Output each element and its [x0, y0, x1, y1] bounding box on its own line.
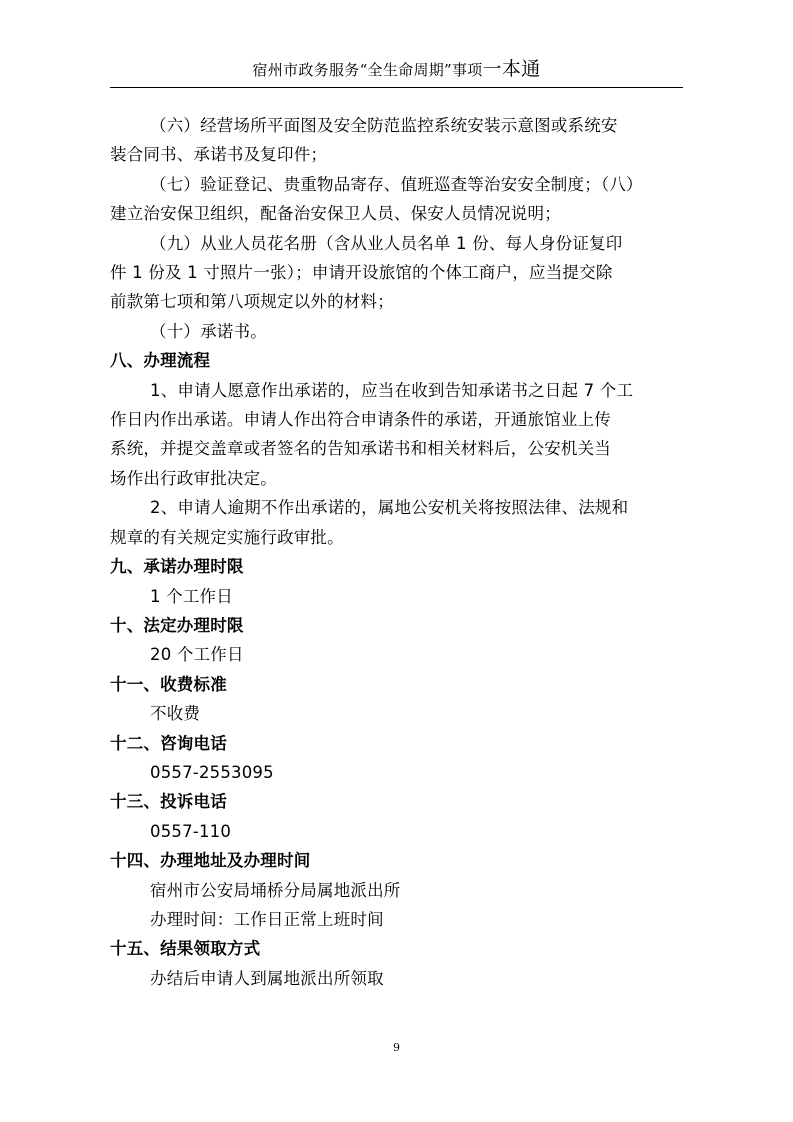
- text-line: 1、申请人愿意作出承诺的，应当在收到告知承诺书之日起 7 个工: [150, 380, 634, 400]
- header-title: 宿州市政务服务“全生命周期”事项: [252, 61, 483, 79]
- section-heading: 十三、投诉电话: [110, 792, 227, 812]
- text-line: 不收费: [150, 704, 201, 724]
- text-line: （九）从业人员花名册（含从业人员名单 1 份、每人身份证复印: [150, 233, 623, 253]
- text-line: 办理时间：工作日正常上班时间: [150, 909, 384, 929]
- text-line: 装合同书、承诺书及复印件；: [110, 145, 328, 165]
- section-heading: 十五、结果领取方式: [110, 939, 261, 959]
- text-line: 件 1 份及 1 寸照片一张）；申请开设旅馆的个体工商户，应当提交除: [110, 263, 613, 283]
- section-heading: 九、承诺办理时限: [110, 557, 244, 577]
- section-heading: 十一、收费标准: [110, 674, 227, 694]
- page-header: [110, 58, 683, 81]
- text-line: 宿州市公安局埇桥分局属地派出所: [150, 880, 401, 900]
- text-line: 0557-110: [150, 821, 232, 841]
- text-line: 办结后申请人到属地派出所领取: [150, 968, 384, 988]
- section-heading: 十二、咨询电话: [110, 733, 227, 753]
- text-line: 前款第七项和第八项规定以外的材料；: [110, 292, 394, 312]
- text-line: （十）承诺书。: [150, 321, 267, 341]
- text-line: 规章的有关规定实施行政审批。: [110, 527, 344, 547]
- text-line: 1 个工作日: [150, 586, 233, 606]
- section-heading: 十四、办理地址及办理时间: [110, 851, 311, 871]
- text-line: 系统，并提交盖章或者签名的告知承诺书和相关材料后，公安机关当: [110, 439, 611, 459]
- header-divider: [110, 87, 683, 88]
- document-body: [110, 111, 685, 993]
- header-title-emphasis: 一本通: [482, 58, 541, 80]
- section-heading: 八、办理流程: [110, 351, 211, 371]
- page-number: 9: [393, 1041, 400, 1054]
- text-line: （七）验证登记、贵重物品寄存、值班巡查等治安安全制度；（八）: [150, 174, 643, 194]
- text-line: 作日内作出承诺。申请人作出符合申请条件的承诺，开通旅馆业上传: [110, 410, 611, 430]
- text-line: 建立治安保卫组织，配备治安保卫人员、保安人员情况说明；: [110, 204, 561, 224]
- text-line: 场作出行政审批决定。: [110, 468, 277, 488]
- text-line: 20 个工作日: [150, 645, 244, 665]
- text-line: 0557-2553095: [150, 762, 274, 782]
- section-heading: 十、法定办理时限: [110, 615, 244, 635]
- text-line: 2、申请人逾期不作出承诺的，属地公安机关将按照法律、法规和: [150, 498, 629, 518]
- text-line: （六）经营场所平面图及安全防范监控系统安装示意图或系统安: [150, 116, 618, 135]
